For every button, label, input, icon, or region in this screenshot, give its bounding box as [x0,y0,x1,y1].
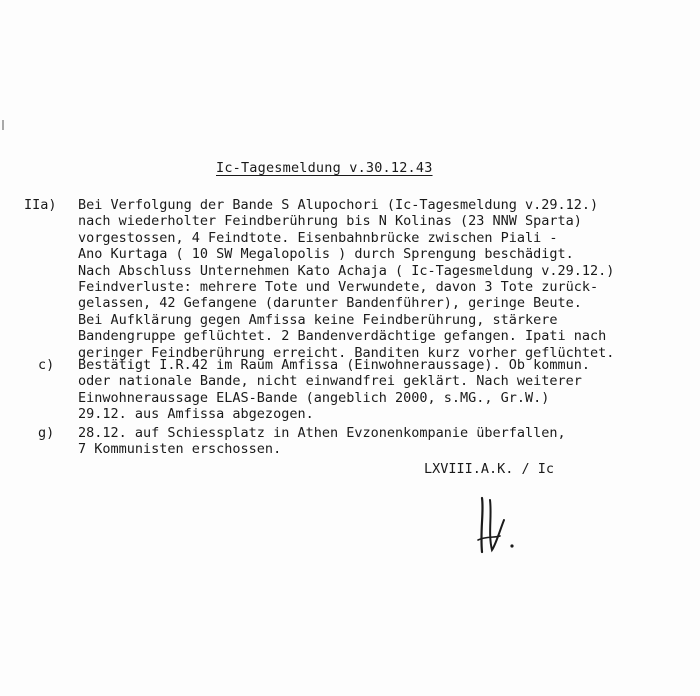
section-body [78,357,590,423]
text-line: vorgestossen, 4 Feindtote. Eisenbahnbrücke zwischen Piali - [78,229,558,246]
text-line: Nach Abschluss Unternehmen Kato Achaja ( Ic-Tagesmeldung v.29.12.) [78,262,615,279]
text-line: Bei Aufklärung gegen Amfissa keine Feindberührung, stärkere [78,311,558,328]
section-label: g) [38,425,55,441]
text-line: 7 Kommunisten erschossen. [78,441,282,458]
text-line: geringer Feindberührung erreicht. Banditen kurz vorher geflüchtet. [78,344,615,361]
document-title: Ic-Tagesmeldung v.30.12.43 [216,160,433,176]
text-line: 29.12. aus Amfissa abgezogen. [78,406,314,423]
text-line: Bandengruppe geflüchtet. 2 Bandenverdächtige gefangen. Ipati nach [78,328,607,345]
section-body [78,425,566,458]
text-line: gelassen, 42 Gefangene (darunter Bandenführer), geringe Beute. [78,295,582,312]
text-line: 28.12. auf Schiessplatz in Athen Evzonenkompanie überfallen, [78,425,566,441]
sender-line: LXVIII.A.K. / Ic [424,461,555,477]
section-label: c) [38,357,55,373]
text-line: nach wiederholter Feindberührung bis N Kolinas (23 NNW Sparta) [78,213,582,230]
text-line: Bestätigt I.R.42 im Raum Amfissa (Einwohneraussage). Ob kommun. [78,357,591,373]
text-line: Einwohneraussage ELAS-Bande (angeblich 2000, s.MG., Gr.W.) [78,389,550,406]
section-label: IIa) [24,197,57,213]
text-line: oder nationale Bande, nicht einwandfrei geklärt. Nach weiterer [78,373,582,390]
text-line: Ano Kurtaga ( 10 SW Megalopolis ) durch Sprengung beschädigt. [78,246,574,263]
scan-edge-mark [2,120,4,130]
text-line: Feindverluste: mehrere Tote und Verwundete, davon 3 Tote zurück- [78,279,599,296]
section-body [78,197,614,361]
text-line: Bei Verfolgung der Bande S Alupochori (Ic-Tagesmeldung v.29.12.) [78,197,599,213]
handwritten-signature [470,490,530,560]
